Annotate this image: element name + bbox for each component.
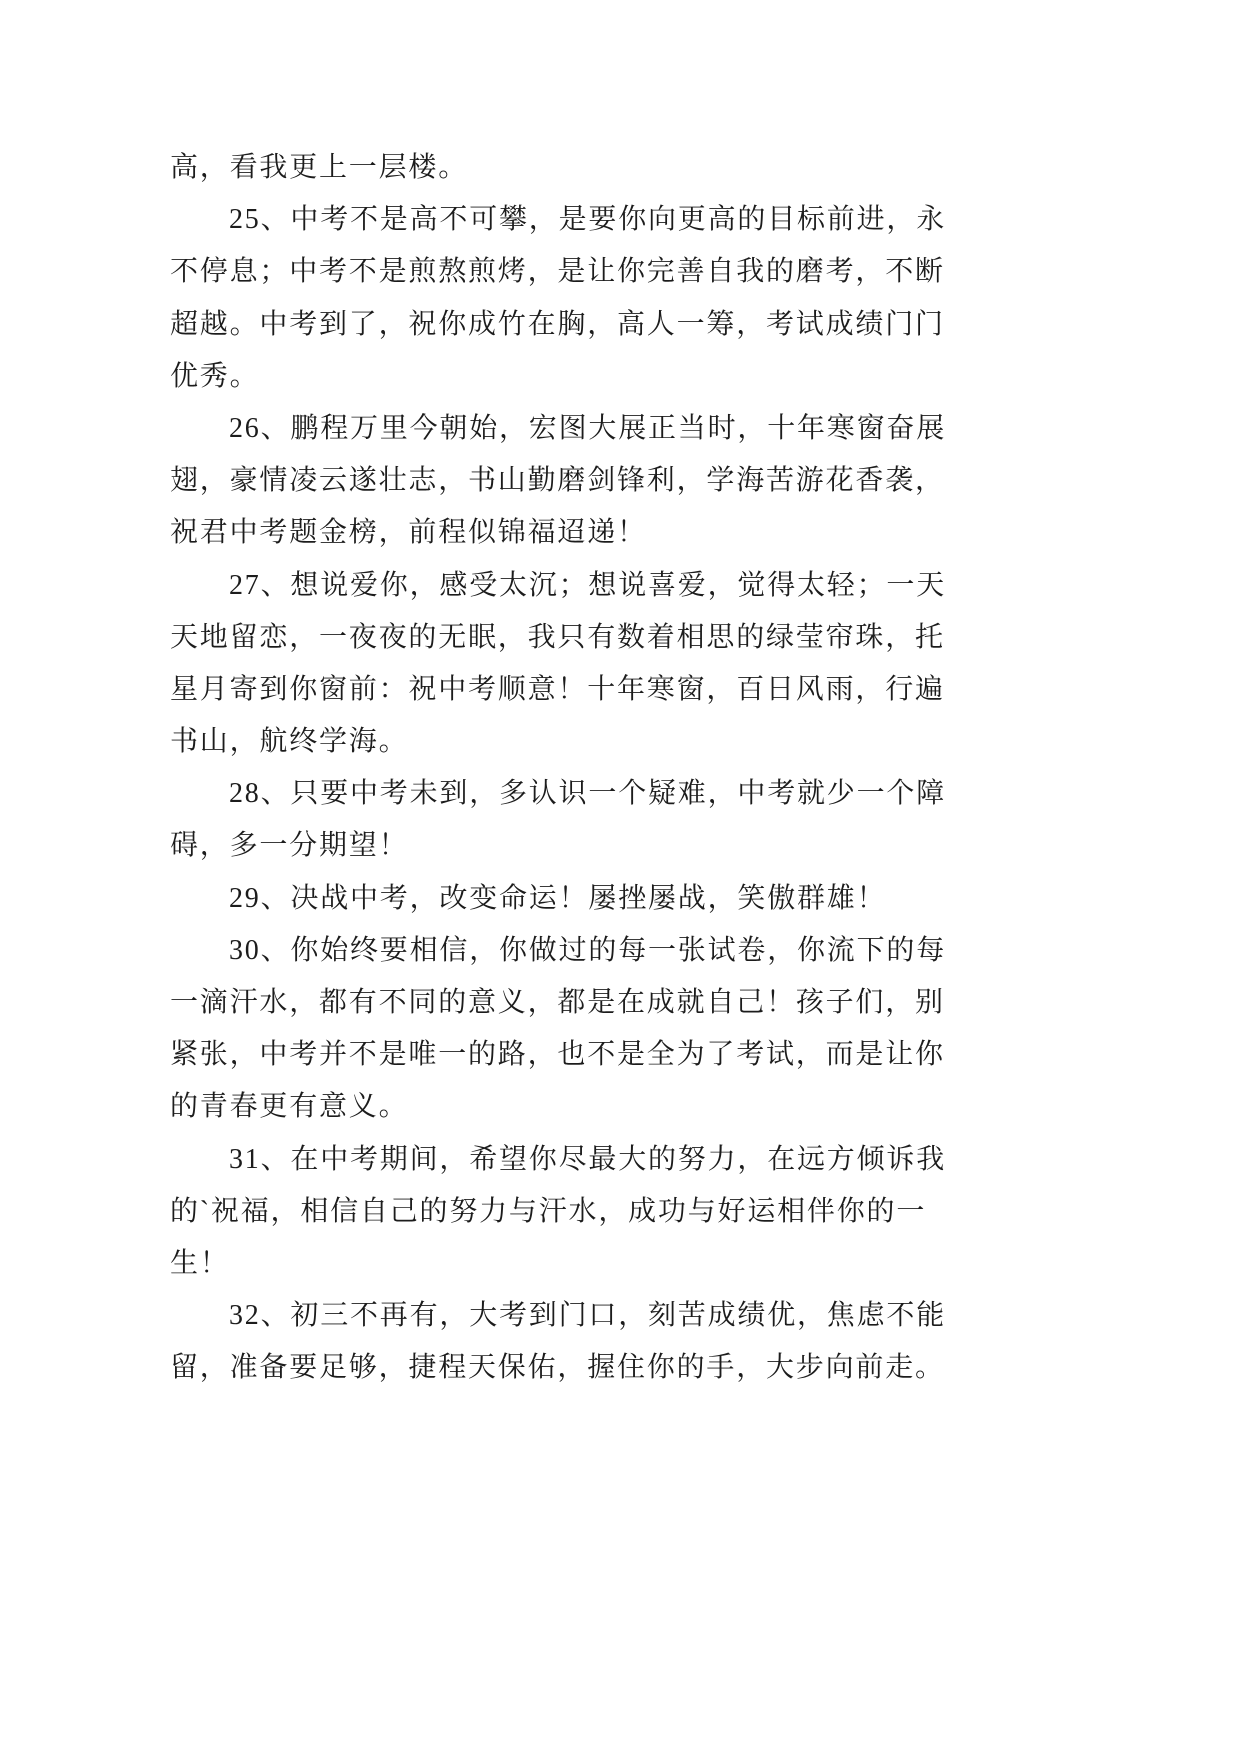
paragraph-line: 星月寄到你窗前：祝中考顺意！十年寒窗，百日风雨，行遍 [170,673,945,705]
paragraph-25 [170,194,990,403]
paragraph-27 [170,560,990,769]
paragraph-line: 书山，航终学海。 [170,726,409,758]
paragraph-line: 天地留恋，一夜夜的无眠，我只有数着相思的绿莹帘珠，托 [170,621,945,653]
paragraph-line: 一滴汗水，都有不同的意义，都是在成就自己！孩子们，别 [170,987,945,1018]
paragraph-line: 碍，多一分期望！ [170,830,409,862]
paragraph-line: 祝君中考题金榜，前程似锦福迢递！ [170,517,647,549]
document-body [170,142,990,1395]
paragraph-line: 32、初三不再有，大考到门口，刻苦成绩优，焦虑不能 [229,1300,947,1332]
paragraph-30 [170,925,990,1134]
paragraph-line: 生！ [170,1247,230,1279]
paragraph-line: 不停息；中考不是煎熬煎烤，是让你完善自我的磨考，不断 [170,256,945,288]
paragraph-line: 30、你始终要相信，你做过的每一张试卷，你流下的每 [229,934,947,966]
paragraph-line: 高，看我更上一层楼。 [170,152,469,183]
paragraph-line: 25、中考不是高不可攀，是要你向更高的目标前进，永 [229,204,947,236]
paragraph-line: 31、在中考期间，希望你尽最大的努力，在远方倾诉我 [229,1143,947,1175]
paragraph-line: 26、鹏程万里今朝始，宏图大展正当时，十年寒窗奋展 [229,412,947,444]
paragraph-line: 留，准备要足够，捷程天保佑，握住你的手，大步向前走。 [170,1352,945,1384]
paragraph-26 [170,403,990,560]
paragraph-line: 的`祝福，相信自己的努力与汗水，成功与好运相伴你的一 [170,1195,927,1227]
paragraph-29 [170,873,990,925]
paragraph-line: 28、只要中考未到，多认识一个疑难，中考就少一个障 [229,778,947,810]
paragraph-line: 翅，豪情凌云遂壮志，书山勤磨剑锋利，学海苦游花香袭， [170,465,945,497]
paragraph-line: 29、决战中考，改变命运！屡挫屡战，笑傲群雄！ [229,882,887,914]
paragraph-line: 超越。中考到了，祝你成竹在胸，高人一筹，考试成绩门门 [170,308,945,340]
continued-paragraph [170,142,990,194]
paragraph-31 [170,1134,990,1291]
paragraph-32 [170,1290,990,1394]
paragraph-line: 27、想说爱你，感受太沉；想说喜爱，觉得太轻；一天 [229,569,947,601]
paragraph-line: 的青春更有意义。 [170,1091,409,1123]
paragraph-line: 优秀。 [170,360,260,392]
paragraph-line: 紧张，中考并不是唯一的路，也不是全为了考试，而是让你 [170,1039,945,1071]
paragraph-28 [170,768,990,872]
